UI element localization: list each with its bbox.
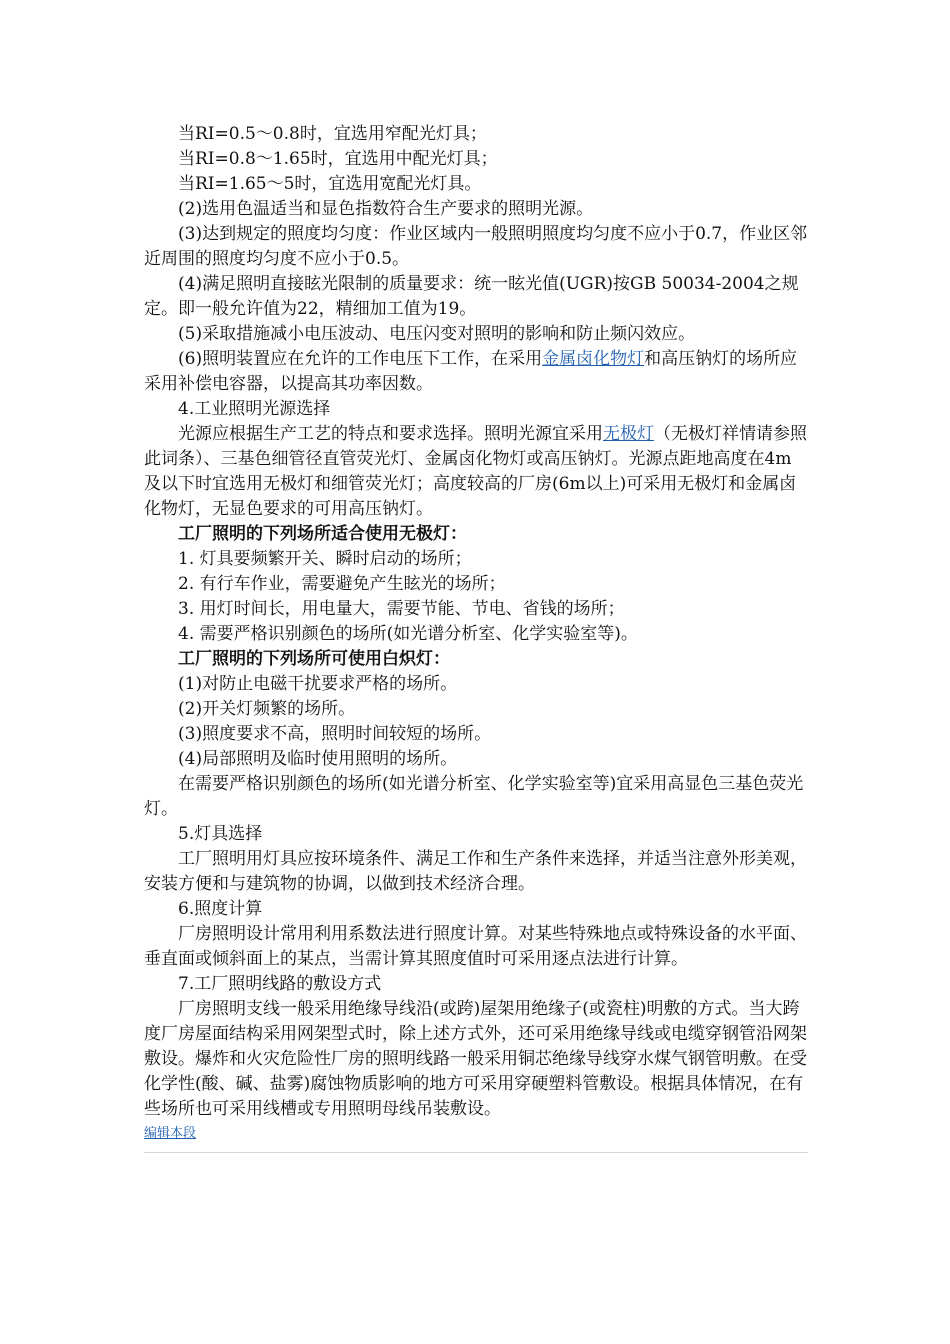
incandescent-places-heading: 工厂照明的下列场所可使用白炽灯： bbox=[178, 649, 450, 669]
req-voltage: (5)采取措施减小电压波动、电压闪变对照明的影响和防止频闪效应。 bbox=[178, 324, 696, 344]
section-7-paragraph: 厂房照明支线一般采用绝缘导线沿(或跨)屋架用绝缘子(或瓷柱)明敷的方式。当大跨度厂房屋面结构采用网架型式时，除上述方式外，还可采用绝缘导线或电缆穿钢管沿网架敷设。爆炸和火灾危险性厂房的照明线路一般采用铜芯绝缘导线穿水煤气钢管明敷。在受化学性(酸、碱、盐雾)腐蚀物质影响的地方可采用穿硬塑料管敷设。根据具体情况，在有些场所也可采用线槽或专用照明母线吊装敷设。 bbox=[144, 999, 807, 1119]
ri-wide-line: 当RI=1.65～5时，宜选用宽配光灯具。 bbox=[178, 174, 482, 194]
req-glare: (4)满足照明直接眩光限制的质量要求：统一眩光值(UGR)按GB 50034-2004之规定。即一般允许值为22，精细加工值为19。 bbox=[144, 274, 799, 319]
electrodeless-lamp-link[interactable]: 无极灯 bbox=[603, 424, 654, 444]
list-item: (4)局部照明及临时使用照明的场所。 bbox=[178, 749, 458, 769]
req-capacitor-text-a: (6)照明装置应在允许的工作电压下工作，在采用 bbox=[178, 349, 543, 369]
color-recognition-paragraph: 在需要严格识别颜色的场所(如光谱分析室、化学实验室等)宜采用高显色三基色荧光灯。 bbox=[144, 774, 804, 819]
section-6-heading: 6.照度计算 bbox=[178, 899, 263, 919]
list-item: (1)对防止电磁干扰要求严格的场所。 bbox=[178, 674, 458, 694]
req-capacitor bbox=[144, 347, 808, 397]
section-5-paragraph: 工厂照明用灯具应按环境条件、满足工作和生产条件来选择，并适当注意外形美观，安装方便和与建筑物的协调，以做到技术经济合理。 bbox=[144, 849, 807, 894]
list-item: 1. 灯具要频繁开关、瞬时启动的场所； bbox=[178, 549, 472, 569]
metal-halide-link[interactable]: 金属卤化物灯 bbox=[542, 349, 645, 369]
list-item: (3)照度要求不高，照明时间较短的场所。 bbox=[178, 724, 492, 744]
divider bbox=[144, 1152, 808, 1153]
section-7-heading: 7.工厂照明线路的敷设方式 bbox=[178, 974, 382, 994]
document-body bbox=[144, 122, 808, 1153]
section-4-heading: 4.工业照明光源选择 bbox=[178, 399, 331, 419]
section-5-heading: 5.灯具选择 bbox=[178, 824, 263, 844]
list-item: 3. 用灯时间长，用电量大，需要节能、节电、省钱的场所； bbox=[178, 599, 625, 619]
edit-section-link[interactable]: 编辑本段 bbox=[144, 1126, 197, 1141]
list-item: 4. 需要严格识别颜色的场所(如光谱分析室、化学实验室等)。 bbox=[178, 624, 638, 644]
list-item: (2)开关灯频繁的场所。 bbox=[178, 699, 356, 719]
section-4-text-b: （无极灯祥情请参照此词条）、三基色细管径直管荧光灯、金属卤化物灯或高压钠灯。光源点距地高度在4m及以下时宜选用无极灯和细管荧光灯；高度较高的厂房(6m以上)可采用无极灯和金属卤化物灯，无显色要求的可用高压钠灯。 bbox=[144, 424, 807, 519]
section-4-text-a: 光源应根据生产工艺的特点和要求选择。照明光源宜采用 bbox=[178, 424, 603, 444]
req-capacitor-text-b: 和高压钠灯的场所应采用补偿电容器，以提高其功率因数。 bbox=[144, 349, 798, 394]
section-4-paragraph bbox=[144, 422, 808, 522]
ri-medium-line: 当RI=0.8～1.65时，宜选用中配光灯具； bbox=[178, 149, 498, 169]
section-6-paragraph: 厂房照明设计常用利用系数法进行照度计算。对某些特殊地点或特殊设备的水平面、垂直面或倾斜面上的某点，当需计算其照度值时可采用逐点法进行计算。 bbox=[144, 924, 807, 969]
req-uniformity: (3)达到规定的照度均匀度：作业区域内一般照明照度均匀度不应小于0.7，作业区邻近周围的照度均匀度不应小于0.5。 bbox=[144, 224, 808, 269]
electrodeless-places-heading: 工厂照明的下列场所适合使用无极灯： bbox=[178, 524, 467, 544]
ri-narrow-line: 当RI=0.5～0.8时，宜选用窄配光灯具； bbox=[178, 124, 487, 144]
req-color-temp: (2)选用色温适当和显色指数符合生产要求的照明光源。 bbox=[178, 199, 594, 219]
list-item: 2. 有行车作业，需要避免产生眩光的场所； bbox=[178, 574, 506, 594]
